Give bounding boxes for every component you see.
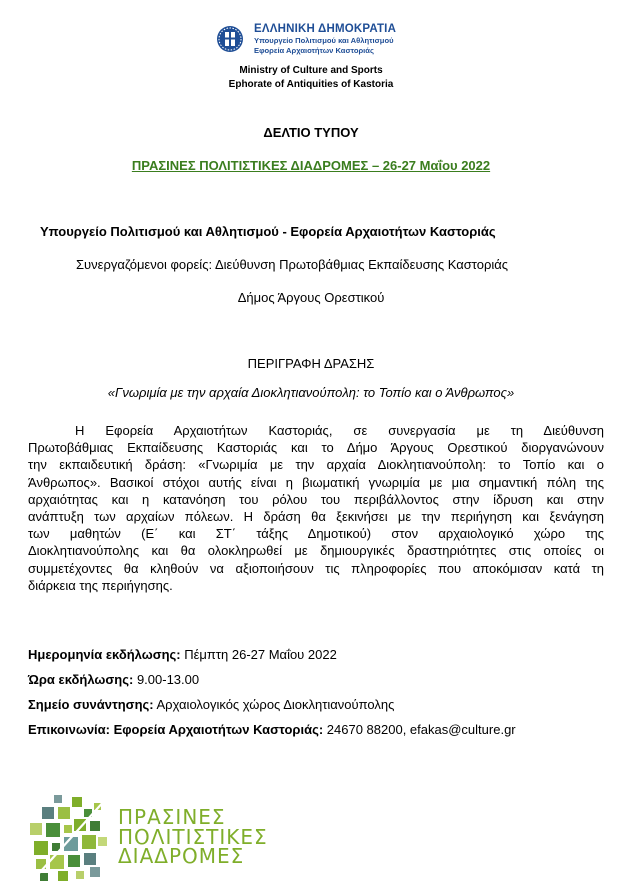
event-date (28, 647, 337, 662)
description-line: την εκπαιδευτική δράση: «Γνωριμία με την αρχαία Διοκλητιανούπολη: το Τοπίο και ο (28, 457, 604, 473)
event-title-text: ΠΡΑΣΙΝΕΣ ΠΟΛΙΤΙΣΤΙΚΕΣ ΔΙΑΔΡΟΜΕΣ – 26-27 Μαΐου 2022 (131, 158, 491, 173)
description-line: ανάπτυξη των αρχαίων πόλεων. Η δράση θα ξεκινήσει με την περιήγηση και ξενάγηση (28, 509, 604, 525)
hellenic-republic-emblem-icon (216, 25, 244, 53)
gov-title: ΕΛΛΗΝΙΚΗ ΔΗΜΟΚΡΑΤΙΑ (254, 23, 397, 35)
gov-ministry-gr: Υπουργείο Πολιτισμού και Αθλητισμού (254, 36, 394, 45)
event-date-label: Ημερομηνία εκδήλωσης: (28, 647, 181, 662)
document-type: ΔΕΛΤΙΟ ΤΥΠΟΥ (263, 125, 359, 140)
meeting-point-value: Αρχαιολογικός χώρος Διοκλητιανούπολης (153, 697, 395, 712)
green-cultural-routes-logo-icon (28, 793, 110, 883)
logo-line-3: ΔΙΑΔΡΟΜΕΣ (118, 844, 245, 868)
logo-wordmark (118, 805, 268, 868)
description-paragraph (28, 422, 604, 594)
meeting-point-label: Σημείο συνάντησης: (28, 697, 154, 712)
logo-line-1: ΠΡΑΣΙΝΕΣ (118, 805, 226, 829)
event-date-value: Πέμπτη 26-27 Μαΐου 2022 (180, 647, 337, 662)
ministry-en: Ministry of Culture and Sports (239, 65, 383, 76)
organizer: Υπουργείο Πολιτισμού και Αθλητισμού - Εφορεία Αρχαιοτήτων Καστοριάς (40, 224, 496, 239)
meeting-point (28, 697, 394, 712)
description-line: των μαθητών (Ε΄ και ΣΤ΄ τάξης Δημοτικού) στον αρχαιολογικό χώρο της (28, 526, 604, 542)
description-line: συμμετέχοντες θα κληθούν να αξιοποιήσουν τις πληροφορίες που αποκόμισαν κατά τη (28, 560, 604, 576)
description-line: αρχαιότητας και η κατανόηση του ρόλου του περιβάλλοντος στην ίδρυση και στην (28, 491, 604, 507)
contact (28, 722, 516, 737)
section-heading: ΠΕΡΙΓΡΑΦΗ ΔΡΑΣΗΣ (247, 356, 375, 371)
event-title (0, 158, 622, 173)
description-line: διάρκεια της περιήγησης. (28, 577, 173, 593)
description-line: Η Εφορεία Αρχαιοτήτων Καστοριάς, σε συνεργασία με τη Διεύθυνση (75, 423, 604, 438)
contact-label: Επικοινωνία: Εφορεία Αρχαιοτήτων Καστοριάς: (28, 722, 324, 737)
gov-ephorate-gr: Εφορεία Αρχαιοτήτων Καστοριάς (254, 46, 374, 55)
event-time-label: Ώρα εκδήλωσης: (28, 672, 134, 687)
logo-line-2: ΠΟΛΙΤΙΣΤΙΚΕΣ (118, 824, 268, 849)
action-title: «Γνωριμία με την αρχαία Διοκλητιανούπολη: το Τοπίο και ο Άνθρωπος» (107, 385, 515, 400)
gov-subtitle (254, 36, 394, 56)
event-time (28, 672, 199, 687)
ephorate-en: Ephorate of Antiquities of Kastoria (228, 79, 394, 90)
partners-line-2: Δήμος Άργους Ορεστικού (237, 290, 385, 305)
description-line: Πρωτοβάθμιας Εκπαίδευσης Καστοριάς και το Δήμο Άργους Ορεστικού διοργανώνουν (28, 440, 604, 456)
description-line: Διοκλητιανούπολης και θα ολοκληρωθεί με δημιουργικές δραστηριότητες στις οποίες οι (28, 543, 604, 559)
partners-line-1: Συνεργαζόμενοι φορείς: Διεύθυνση Πρωτοβάθμιας Εκπαίδευσης Καστοριάς (76, 257, 509, 272)
contact-value: 24670 88200, efakas@culture.gr (323, 722, 516, 737)
description-line: Άνθρωπος». Βασικοί στόχοι αυτής είναι η βιωματική γνωριμία με μια σημαντική πόλη της (28, 474, 604, 490)
event-time-value: 9.00-13.00 (133, 672, 200, 687)
